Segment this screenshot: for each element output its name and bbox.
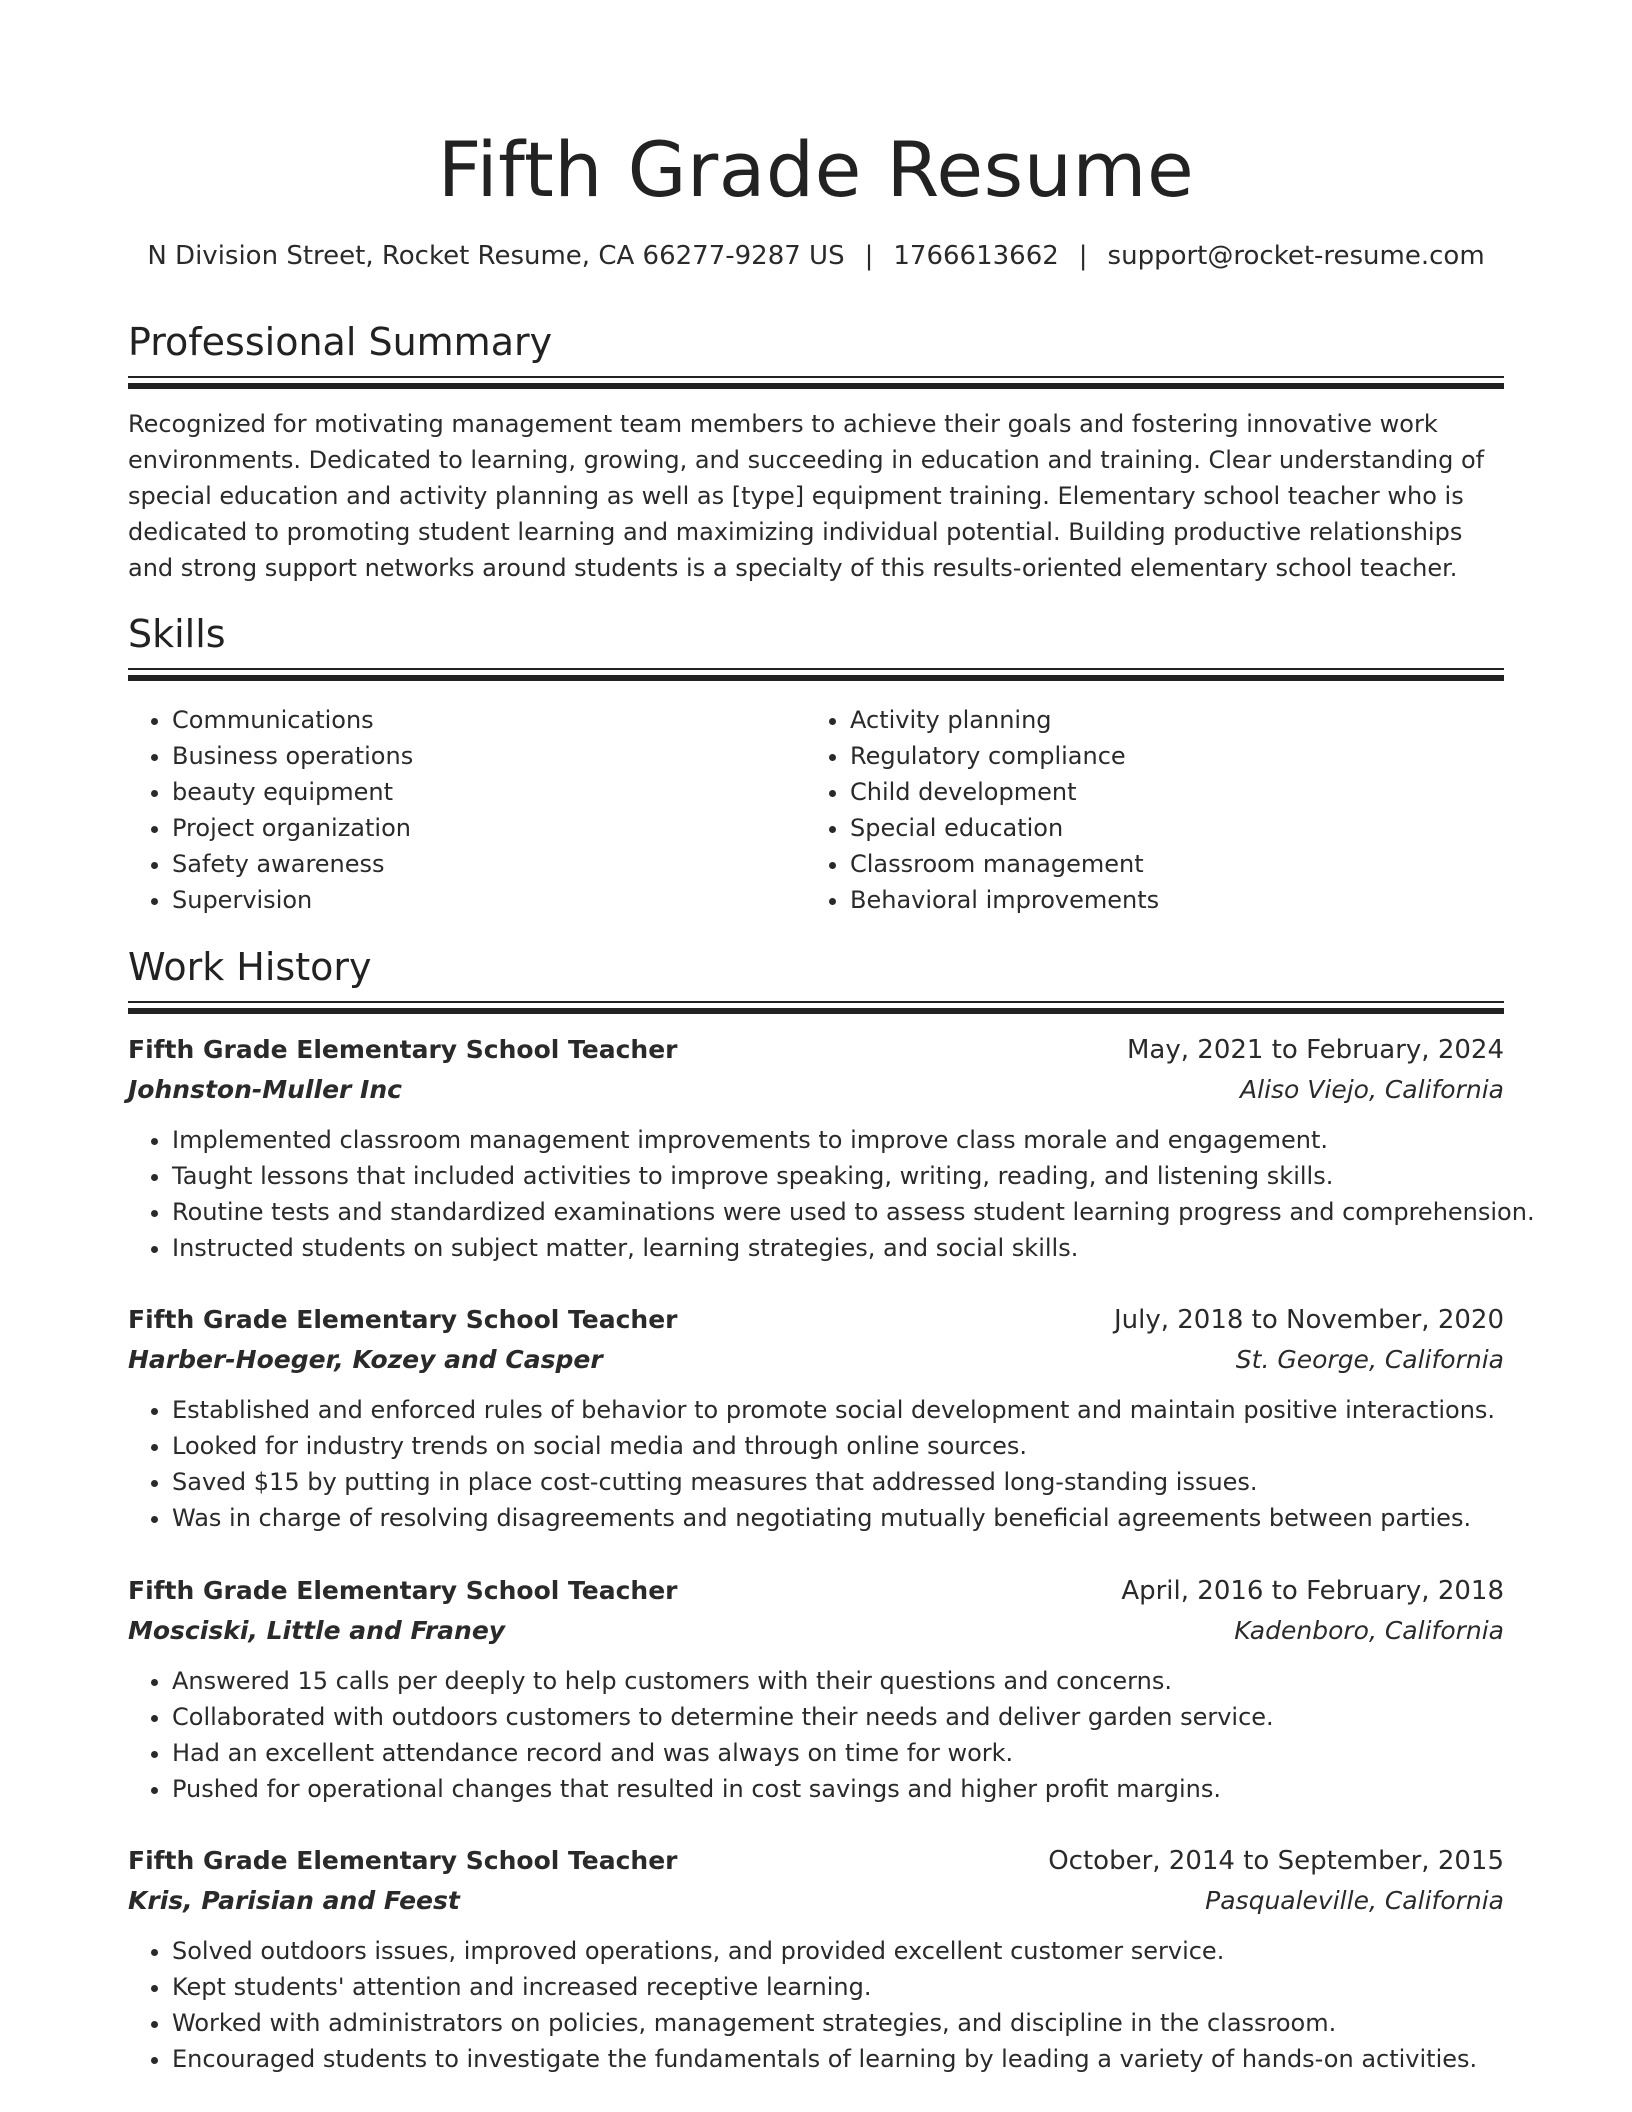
- job-company: Johnston-Muller Inc: [128, 1075, 402, 1104]
- job-bullet: • Answered 15 calls per deeply to help customers with their questions and concerns.: [172, 1663, 1504, 1699]
- job-dates: May, 2021 to February, 2024: [1127, 1035, 1504, 1065]
- job-bullet: • Routine tests and standardized examinations were used to assess student learning progress and comprehension.: [172, 1194, 1504, 1230]
- section-divider: [128, 1001, 1504, 1015]
- job-bullet: • Kept students' attention and increased receptive learning.: [172, 1969, 1504, 2005]
- skill-item: • Classroom management: [850, 846, 1486, 882]
- job-bullet: • Saved $15 by putting in place cost-cutting measures that addressed long-standing issues.: [172, 1464, 1504, 1500]
- job-entry: [128, 1841, 1504, 2077]
- job-entry: [128, 1571, 1504, 1807]
- job-title: Fifth Grade Elementary School Teacher: [128, 1576, 678, 1605]
- job-location: St. George, California: [1235, 1345, 1504, 1374]
- skill-item: • Special education: [850, 810, 1486, 846]
- skill-item: • Communications: [172, 702, 808, 738]
- skill-item: • Project organization: [172, 810, 808, 846]
- job-bullet: • Encouraged students to investigate the fundamentals of learning by leading a variety of hands-on activities.: [172, 2041, 1504, 2077]
- job-company: Kris, Parisian and Feest: [128, 1886, 460, 1915]
- skill-item: • Supervision: [172, 882, 808, 918]
- job-company: Mosciski, Little and Franey: [128, 1616, 506, 1645]
- job-bullet: • Instructed students on subject matter, learning strategies, and social skills.: [172, 1230, 1504, 1266]
- skill-item: • Safety awareness: [172, 846, 808, 882]
- skill-item: • Regulatory compliance: [850, 738, 1486, 774]
- skill-item: • Business operations: [172, 738, 808, 774]
- job-bullet: • Collaborated with outdoors customers to determine their needs and deliver garden service.: [172, 1699, 1504, 1735]
- section-divider: [128, 376, 1504, 390]
- summary-text: Recognized for motivating management team members to achieve their goals and fostering innovative work environments. Dedicated to learning, growing, and succeeding in education and training. Clear understanding of special education and activity planning as well as [type] equipment training. Elementary school teacher who is dedicated to promoting student learning and maximizing individual potential. Building productive relationships and strong support networks around students is a specialty of this results-oriented elementary school teacher.: [128, 410, 1485, 582]
- job-entry: [128, 1030, 1535, 1266]
- job-bullet: • Solved outdoors issues, improved operations, and provided excellent customer service.: [172, 1933, 1504, 1969]
- resume-name: Fifth Grade Resume: [437, 125, 1195, 214]
- job-bullet: • Established and enforced rules of behavior to promote social development and maintain positive interactions.: [172, 1392, 1504, 1428]
- section-title-skills: Skills: [128, 612, 226, 656]
- job-dates: July, 2018 to November, 2020: [1113, 1305, 1504, 1335]
- job-location: Aliso Viejo, California: [1240, 1075, 1504, 1104]
- skill-item: • Activity planning: [850, 702, 1486, 738]
- job-bullet: • Looked for industry trends on social media and through online sources.: [172, 1428, 1504, 1464]
- job-company: Harber-Hoeger, Kozey and Casper: [128, 1345, 603, 1374]
- section-divider: [128, 668, 1504, 682]
- job-bullet: • Was in charge of resolving disagreements and negotiating mutually beneficial agreements between parties.: [172, 1500, 1504, 1536]
- contact-separator: |: [1078, 241, 1088, 271]
- job-location: Pasqualeville, California: [1205, 1886, 1504, 1915]
- skill-item: • Behavioral improvements: [850, 882, 1486, 918]
- contact-address: N Division Street, Rocket Resume, CA 66277-9287 US: [147, 241, 845, 271]
- contact-phone: 1766613662: [893, 241, 1059, 271]
- section-title-summary: Professional Summary: [128, 320, 553, 364]
- contact-email: support@rocket-resume.com: [1107, 241, 1485, 271]
- job-bullet: • Taught lessons that included activities to improve speaking, writing, reading, and listening skills.: [172, 1158, 1504, 1194]
- job-dates: October, 2014 to September, 2015: [1048, 1846, 1504, 1876]
- skills-list-left: [128, 702, 808, 918]
- job-bullet: • Worked with administrators on policies, management strategies, and discipline in the classroom.: [172, 2005, 1504, 2041]
- job-bullet: • Pushed for operational changes that resulted in cost savings and higher profit margins.: [172, 1771, 1504, 1807]
- skill-item: • Child development: [850, 774, 1486, 810]
- job-title: Fifth Grade Elementary School Teacher: [128, 1305, 678, 1334]
- job-title: Fifth Grade Elementary School Teacher: [128, 1846, 678, 1875]
- job-bullet: • Implemented classroom management improvements to improve class morale and engagement.: [172, 1122, 1504, 1158]
- job-location: Kadenboro, California: [1234, 1616, 1504, 1645]
- section-title-work-history: Work History: [128, 945, 372, 989]
- contact-separator: |: [864, 241, 874, 271]
- job-bullet: • Had an excellent attendance record and was always on time for work.: [172, 1735, 1504, 1771]
- skills-list-right: [806, 702, 1486, 918]
- contact-line: [128, 236, 1504, 276]
- job-entry: [128, 1300, 1504, 1536]
- job-title: Fifth Grade Elementary School Teacher: [128, 1035, 678, 1064]
- job-dates: April, 2016 to February, 2018: [1121, 1576, 1504, 1606]
- skill-item: • beauty equipment: [172, 774, 808, 810]
